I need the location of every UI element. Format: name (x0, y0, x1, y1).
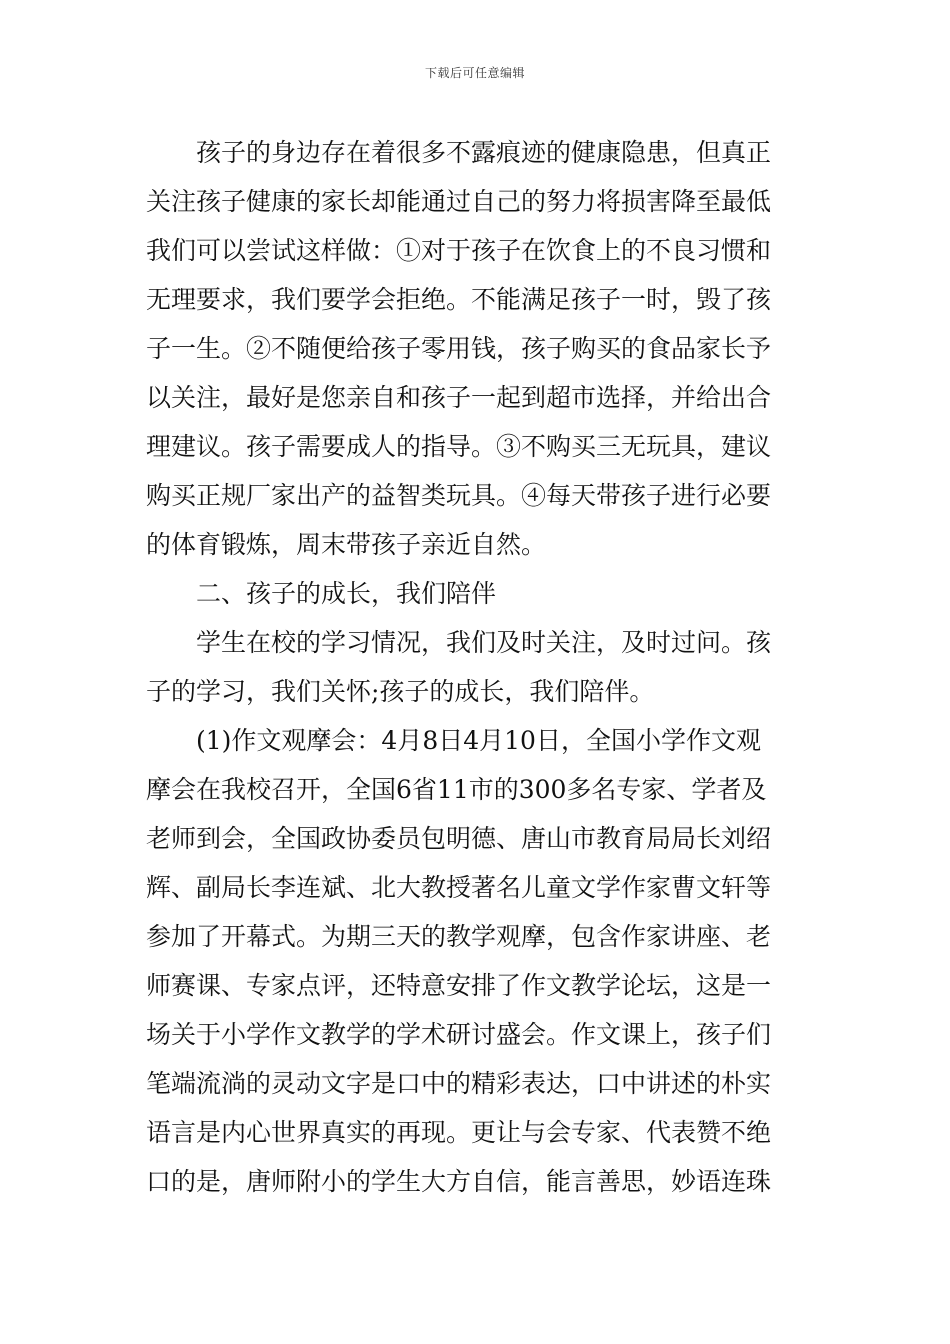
paragraph-line: 孩子的身边存在着很多不露痕迹的健康隐患，但真正 (196, 138, 772, 167)
paragraph-line: 我们可以尝试这样做：①对于孩子在饮食上的不良习惯和 (146, 236, 772, 265)
paragraph-line: 子一生。②不随便给孩子零用钱，孩子购买的食品家长予 (146, 334, 772, 363)
paragraph-line: 子的学习，我们关怀;孩子的成长，我们陪伴。 (146, 677, 655, 706)
paragraph-line: (1)作文观摩会：4月8日4月10日，全国小学作文观 (196, 726, 761, 755)
paragraph-line: 师赛课、专家点评，还特意安排了作文教学论坛，这是一 (146, 971, 772, 1000)
paragraph-line: 理建议。孩子需要成人的指导。③不购买三无玩具，建议 (146, 432, 772, 461)
paragraph-line: 老师到会，全国政协委员包明德、唐山市教育局局长刘绍 (146, 824, 772, 853)
paragraph-line: 场关于小学作文教学的学术研讨盛会。作文课上，孩子们 (146, 1020, 772, 1049)
paragraph-line: 辉、副局长李连斌、北大教授著名儿童文学作家曹文轩等 (146, 873, 772, 902)
paragraph-line: 学生在校的学习情况，我们及时关注，及时过问。孩 (196, 628, 772, 657)
paragraph-line: 口的是，唐师附小的学生大方自信，能言善思，妙语连珠 (146, 1167, 772, 1196)
paragraph-line: 语言是内心世界真实的再现。更让与会专家、代表赞不绝 (146, 1118, 772, 1147)
section-heading: 二、孩子的成长，我们陪伴 (196, 579, 497, 608)
paragraph-line: 摩会在我校召开，全国6省11市的300多名专家、学者及 (146, 775, 767, 804)
page-header: 下载后可任意编辑 (424, 66, 525, 80)
paragraph-line: 以关注，最好是您亲自和孩子一起到超市选择，并给出合 (146, 383, 772, 412)
paragraph-line: 笔端流淌的灵动文字是口中的精彩表达，口中讲述的朴实 (146, 1069, 772, 1098)
paragraph-line: 关注孩子健康的家长却能通过自己的努力将损害降至最低 (146, 187, 772, 216)
paragraph-line: 的体育锻炼，周末带孩子亲近自然。 (146, 530, 547, 559)
paragraph-line: 参加了开幕式。为期三天的教学观摩，包含作家讲座、老 (146, 922, 772, 951)
paragraph-line: 购买正规厂家出产的益智类玩具。④每天带孩子进行必要 (146, 481, 772, 510)
document-body (146, 128, 814, 1206)
paragraph-line: 无理要求，我们要学会拒绝。不能满足孩子一时，毁了孩 (146, 285, 772, 314)
